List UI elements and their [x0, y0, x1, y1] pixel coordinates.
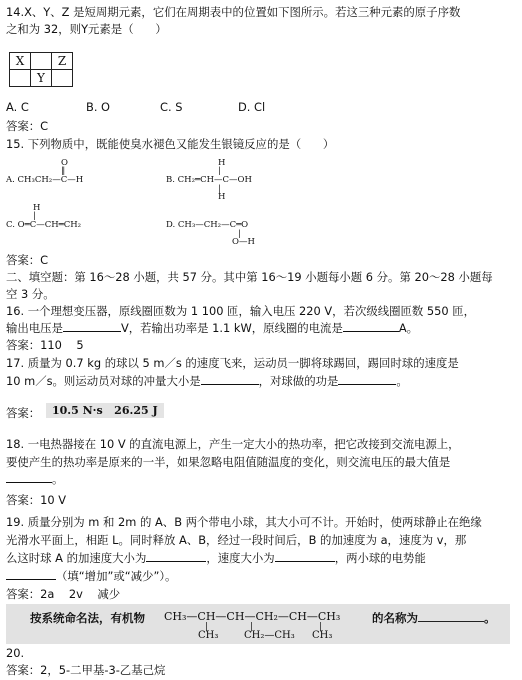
chem-bond: | [319, 622, 323, 632]
grid-cell [31, 53, 52, 70]
q17-answer-value: 10.5 N·s 26.25 J [46, 403, 164, 418]
section-header-line2: 空 3 分。 [6, 287, 55, 301]
q18-stem-line1: 18. 一电热器接在 10 V 的直流电源上，产生一定大小的热功率，把它改接到交流电源上， [6, 437, 460, 451]
q20-number: 20. [6, 646, 25, 660]
q18-answer: 答案：10 V [6, 493, 67, 507]
q15-structures [6, 156, 258, 250]
q14-option-b: B. O [86, 100, 111, 114]
grid-cell: Y [31, 70, 52, 87]
q14-stem-line2: 之和为 32，则Y元素是（ ） [6, 22, 167, 36]
main-chain-formula: CH₃—CH—CH—CH₂—CH—CH₃ [164, 610, 341, 623]
text-span: A。 [398, 321, 419, 335]
chem-bond: | [218, 166, 221, 176]
grid-cell: X [10, 53, 31, 70]
answer-blank [275, 550, 335, 562]
q17-stem-line2 [6, 373, 408, 389]
text-span: （填“增加”或“减少”）。 [56, 569, 177, 583]
compound-c: C. O═C—CH═CH₂ [6, 220, 82, 230]
compound-d: D. CH₃—CH₂—C═O [166, 220, 249, 230]
q16-answer: 答案：110 5 [6, 338, 84, 352]
answer-blank [343, 320, 399, 332]
chem-bond: | [250, 622, 254, 632]
q18-stem-line2: 要使产生的热功率是原来的一半，如果忽略电阻值随温度的变化，则交流电压的最大值是 [6, 455, 451, 469]
text-span: V，若输出功率是 1.1 kW，原线圈的电流是 [120, 321, 343, 335]
substituent-ethyl: CH₂—CH₃ [244, 630, 295, 641]
text-span: 的名称为 [372, 611, 418, 625]
chem-atom: H [218, 158, 226, 168]
substituent-methyl: CH₃ [312, 630, 333, 641]
q18-stem-line3 [6, 471, 63, 487]
q16-stem-line1: 16. 一个理想变压器，原线圈匝数为 1 100 匝，输入电压 220 V，若次级线圈匝数 550 匝， [6, 304, 476, 318]
q14-option-a: A. C [6, 100, 29, 114]
answer-blank [146, 550, 206, 562]
q17-stem-line1: 17. 质量为 0.7 kg 的球以 5 m／s 的速度飞来，运动员一脚将球踢回，踢回时球的速度是 [6, 356, 459, 370]
answer-blank [6, 471, 52, 483]
q14-option-c: C. S [160, 100, 183, 114]
text-span: 么这时球 A 的加速度大小为 [6, 551, 147, 565]
answer-blank [6, 568, 56, 580]
text-span: 。 [52, 472, 64, 486]
section-header-line1: 二、填空题：第 16～28 小题，共 57 分。其中第 16～19 小题每小题 6 分。第 20～28 小题每 [6, 270, 493, 284]
answer-blank [201, 373, 259, 385]
grid-cell: Z [52, 53, 73, 70]
substituent-methyl: CH₃ [198, 630, 219, 641]
grid-cell [52, 70, 73, 87]
chem-bond: | [33, 211, 36, 221]
answer-blank [338, 373, 396, 385]
q16-stem-line2 [6, 320, 418, 336]
chem-bond: | [205, 622, 209, 632]
q19-stem-line1: 19. 质量分别为 m 和 2m 的 A、B 两个带电小球，其大小可不计。开始时，使两球静止在绝缘 [6, 515, 482, 529]
chem-bond: | [238, 229, 241, 239]
periodic-table-fragment [9, 52, 73, 87]
q19-stem-line4 [6, 568, 176, 584]
q15-answer: 答案：C [6, 253, 49, 267]
chem-atom: H [218, 192, 226, 202]
answer-blank [63, 320, 121, 332]
banner-tail [372, 610, 496, 626]
q19-stem-line3 [6, 550, 426, 566]
text-span: 输出电压是 [6, 321, 63, 335]
compound-a: A. CH₃CH₂—C—H [6, 175, 84, 185]
chem-atom: O—H [232, 237, 255, 247]
chem-bond: | [218, 184, 221, 194]
banner-text: 按系统命名法，有机物 [30, 611, 145, 625]
text-span: 。 [484, 611, 496, 625]
q19-answer: 答案：2a 2v 减少 [6, 587, 121, 601]
chem-bond: ‖ [61, 166, 66, 176]
q19-stem-line2: 光滑水平面上，相距 L。同时释放 A、B，经过一段时间后，B 的加速度为 a，速度为 v，那 [6, 533, 467, 547]
text-span: 。 [396, 374, 408, 388]
q20-answer: 答案：2，5-二甲基-3-乙基己烷 [6, 663, 166, 677]
q14-stem-line1: 14.X、Y、Z 是短周期元素，它们在周期表中的位置如下图所示。若这三种元素的原子序数 [6, 5, 461, 19]
chem-atom: H [33, 203, 41, 213]
text-span: ，对球做的功是 [258, 374, 339, 388]
q20-question-banner [6, 604, 510, 644]
q15-stem: 15. 下列物质中，既能使臭水褪色又能发生银镜反应的是（ ） [6, 137, 335, 151]
q14-answer: 答案：C [6, 119, 49, 133]
text-span: ，两小球的电势能 [334, 551, 426, 565]
answer-blank [418, 610, 484, 622]
text-span: ，速度大小为 [206, 551, 275, 565]
q14-option-d: D. Cl [238, 100, 266, 114]
grid-cell [10, 70, 31, 87]
compound-b: B. CH₂═CH—C—OH [166, 175, 252, 185]
chem-atom: O [61, 158, 68, 168]
q17-answer-label: 答案： [6, 406, 41, 420]
text-span: 10 m／s。则运动员对球的冲量大小是 [6, 374, 201, 388]
